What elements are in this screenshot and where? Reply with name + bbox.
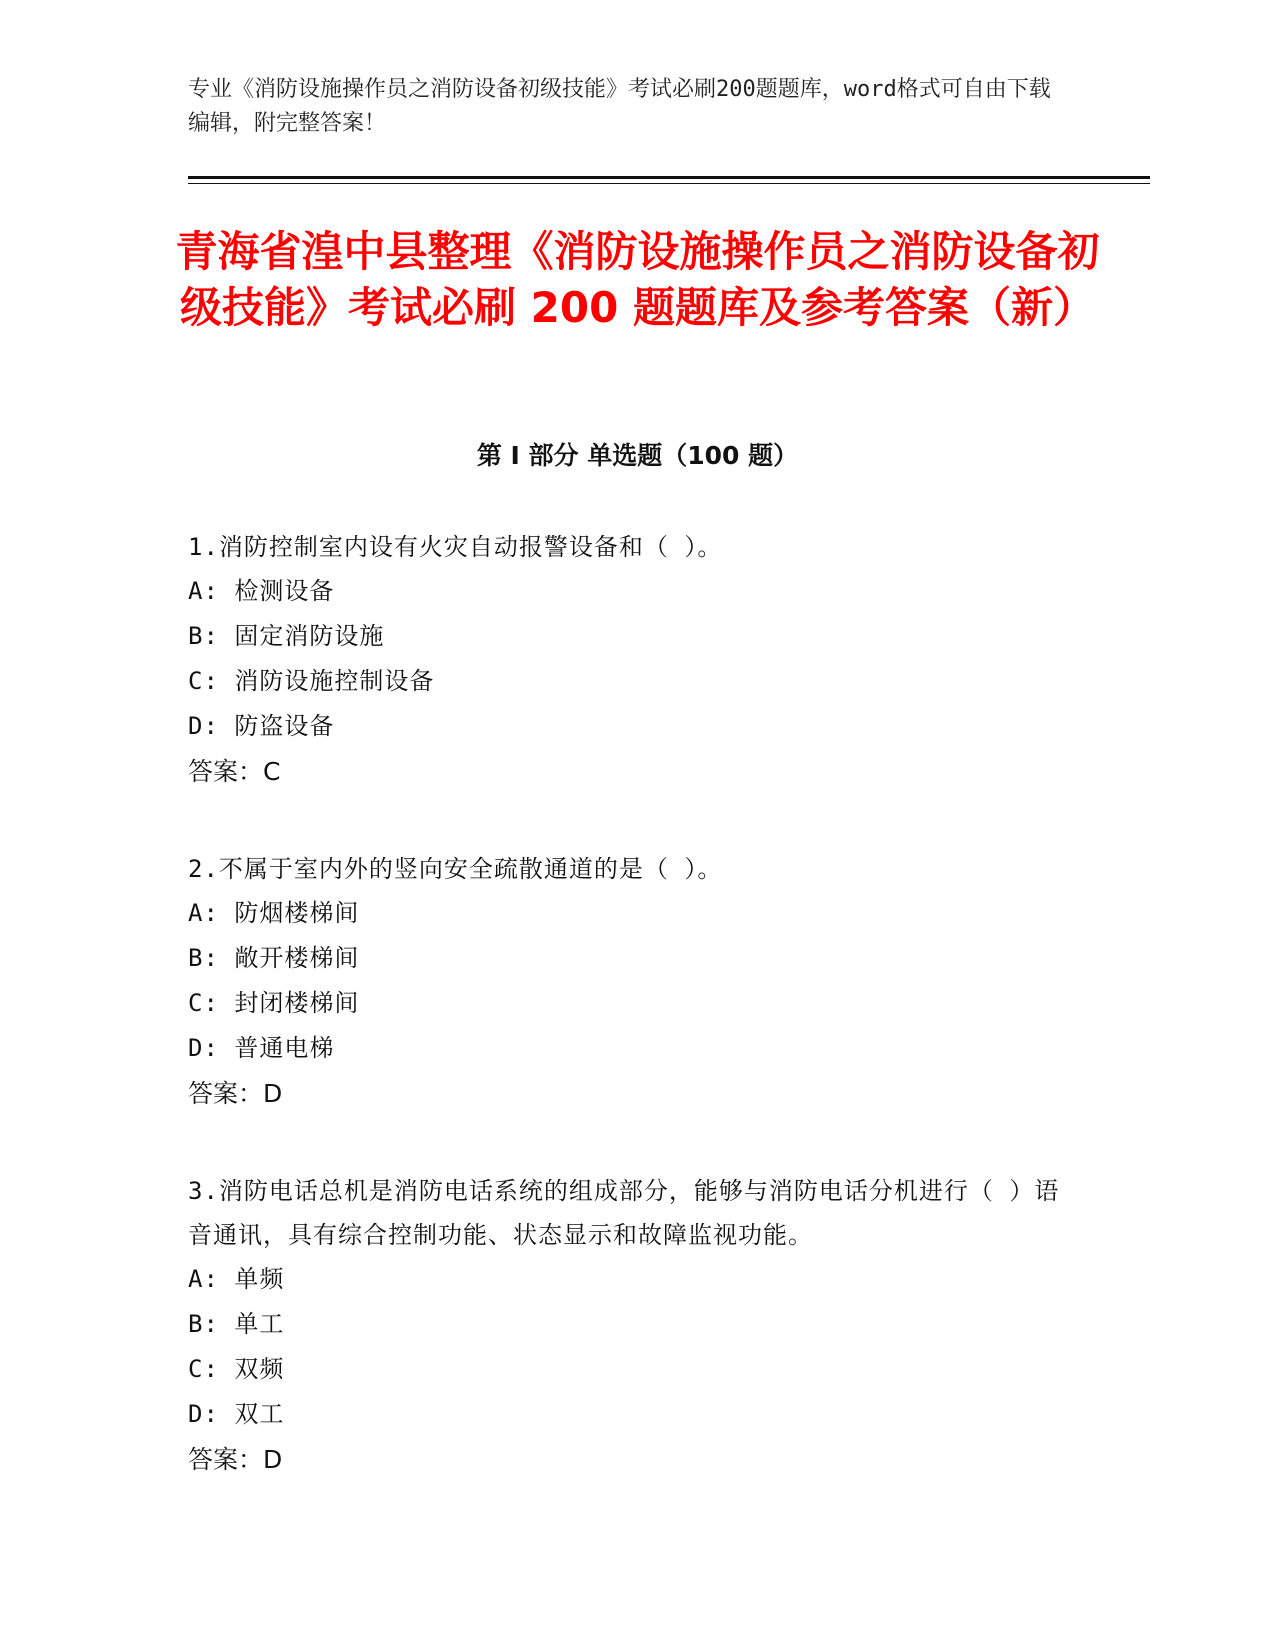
option-a: A: 单频 <box>188 1265 285 1293</box>
option-c: C: 消防设施控制设备 <box>188 667 435 695</box>
header-note: 专业《消防设施操作员之消防设备初级技能》考试必刷200题题库，word格式可自由下载编辑，附完整答案！ <box>188 77 1051 136</box>
question-list <box>188 525 1068 1535</box>
option-b: B: 单工 <box>188 1310 285 1338</box>
answer-text: 答案：D <box>188 1445 283 1474</box>
question-item <box>188 847 1068 1116</box>
option-c: C: 封闭楼梯间 <box>188 989 360 1017</box>
document-title: 青海省湟中县整理《消防设施操作员之消防设备初级技能》考试必刷 200 题题库及参考答案（新） <box>175 227 1100 332</box>
question-item <box>188 1169 1068 1482</box>
option-b: B: 固定消防设施 <box>188 622 385 650</box>
option-a: A: 防烟楼梯间 <box>188 899 360 927</box>
header-divider-thick <box>188 176 1150 179</box>
option-d: D: 防盗设备 <box>188 712 335 740</box>
option-a: A: 检测设备 <box>188 577 335 605</box>
option-d: D: 普通电梯 <box>188 1034 335 1062</box>
question-stem: 3.消防电话总机是消防电话系统的组成部分，能够与消防电话分机进行（ ）语音通讯，具有综合控制功能、状态显示和故障监视功能。 <box>188 1177 1060 1249</box>
option-d: D: 双工 <box>188 1400 285 1428</box>
answer-text: 答案：C <box>188 757 281 786</box>
question-stem: 1.消防控制室内设有火灾自动报警设备和（ ）。 <box>188 533 723 561</box>
question-stem: 2.不属于室内外的竖向安全疏散通道的是（ ）。 <box>188 855 723 883</box>
option-b: B: 敞开楼梯间 <box>188 944 360 972</box>
answer-text: 答案：D <box>188 1079 283 1108</box>
header-divider-thin <box>188 183 1150 184</box>
section-heading: 第 I 部分 单选题（100 题） <box>476 441 799 470</box>
option-c: C: 双频 <box>188 1355 285 1383</box>
question-item <box>188 525 1068 794</box>
